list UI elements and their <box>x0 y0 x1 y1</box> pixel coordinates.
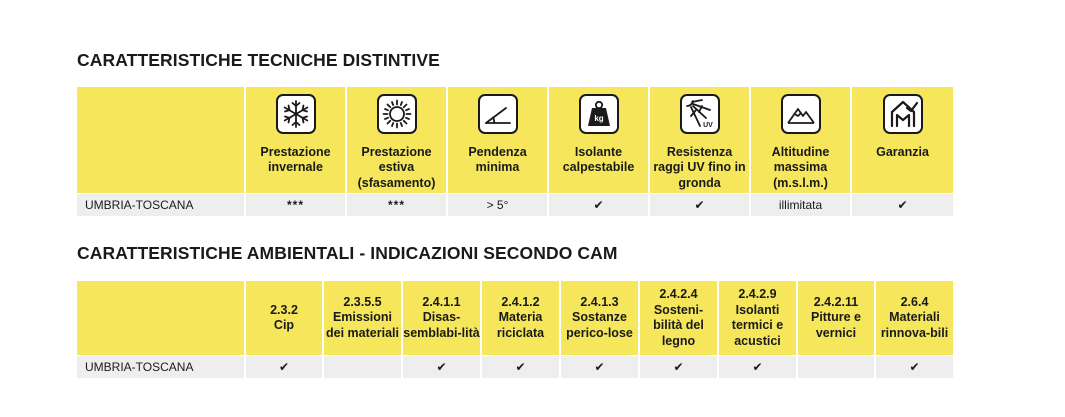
value-cell: illimitata <box>750 194 851 217</box>
header-corner-cell <box>77 87 245 194</box>
column-code: 2.4.1.3 <box>580 294 619 309</box>
column-label: Garanzia <box>876 144 929 159</box>
column-label: Sosteni-bilità del legno <box>653 302 704 348</box>
empty-cell <box>797 356 875 379</box>
row-label: UMBRIA-TOSCANA <box>77 194 245 217</box>
column-header <box>750 87 851 194</box>
column-code: 2.6.4 <box>900 294 929 309</box>
column-header <box>797 281 875 356</box>
column-header <box>639 281 718 356</box>
row-label: UMBRIA-TOSCANA <box>77 356 245 379</box>
column-header <box>649 87 750 194</box>
column-header <box>245 281 323 356</box>
check-icon: ✔ <box>548 194 649 217</box>
column-label: Cip <box>273 318 295 332</box>
column-code: 2.4.2.11 <box>813 294 859 309</box>
column-label: Isolanti termici e acustici <box>731 302 784 348</box>
column-header <box>323 281 402 356</box>
column-header <box>346 87 447 194</box>
slope-icon <box>478 94 518 134</box>
column-header <box>481 281 560 356</box>
column-code: 2.4.2.4 <box>659 287 698 301</box>
column-label: Pendenza minima <box>468 144 527 174</box>
column-label: Pitture e vernici <box>810 310 861 340</box>
empty-cell <box>323 356 402 379</box>
section-title-environmental: CARATTERISTICHE AMBIENTALI - INDICAZIONI SECONDO CAM <box>77 243 618 263</box>
section-title-technical: CARATTERISTICHE TECNICHE DISTINTIVE <box>77 50 440 70</box>
rating-cell: *** <box>346 194 447 217</box>
check-icon: ✔ <box>718 356 797 379</box>
column-label: Disas-semblabi-lità <box>403 310 480 340</box>
guarantee-house-icon <box>883 94 923 134</box>
rating-cell: *** <box>245 194 346 217</box>
check-icon: ✔ <box>639 356 718 379</box>
column-code: 2.4.1.2 <box>501 294 540 309</box>
column-label: Materiali rinnova-bili <box>880 310 949 340</box>
value-cell: > 5° <box>447 194 548 217</box>
technical-features-table <box>77 87 953 216</box>
column-header <box>447 87 548 194</box>
header-corner-cell <box>77 281 245 356</box>
column-header <box>718 281 797 356</box>
column-label: Prestazione invernale <box>260 144 331 174</box>
check-icon: ✔ <box>875 356 953 379</box>
column-header <box>402 281 481 356</box>
column-header <box>560 281 639 356</box>
snowflake-icon <box>276 94 316 134</box>
sun-icon <box>377 94 417 134</box>
table-row <box>77 356 953 379</box>
check-icon: ✔ <box>402 356 481 379</box>
column-label: Altitudine massima (m.s.l.m.) <box>771 144 830 190</box>
check-icon: ✔ <box>245 356 323 379</box>
svg-text:UV: UV <box>702 122 713 129</box>
column-label: Isolante calpestabile <box>562 144 635 174</box>
column-label: Resistenza raggi UV fino in gronda <box>653 144 746 190</box>
column-code: 2.4.2.9 <box>738 287 777 301</box>
column-code: 2.3.5.5 <box>343 294 382 309</box>
table-header-row <box>77 281 953 356</box>
check-icon: ✔ <box>481 356 560 379</box>
column-code: 2.4.1.1 <box>422 294 461 309</box>
column-label: Materia riciclata <box>496 310 545 340</box>
column-header <box>245 87 346 194</box>
uv-rays-icon <box>680 94 720 134</box>
column-code: 2.3.2 <box>270 302 298 317</box>
check-icon: ✔ <box>560 356 639 379</box>
column-label: Prestazione estiva (sfasamento) <box>357 144 436 190</box>
table-row <box>77 194 953 217</box>
column-header <box>875 281 953 356</box>
mountain-icon <box>781 94 821 134</box>
svg-text:kg: kg <box>593 114 604 123</box>
check-icon: ✔ <box>649 194 750 217</box>
check-icon: ✔ <box>851 194 953 217</box>
column-header <box>851 87 953 194</box>
column-label: Emissioni dei materiali <box>326 310 399 340</box>
weight-kg-icon <box>579 94 619 134</box>
column-label: Sostanze perico-lose <box>566 310 633 340</box>
column-header <box>548 87 649 194</box>
environmental-features-table <box>77 281 953 378</box>
table-header-row <box>77 87 953 194</box>
